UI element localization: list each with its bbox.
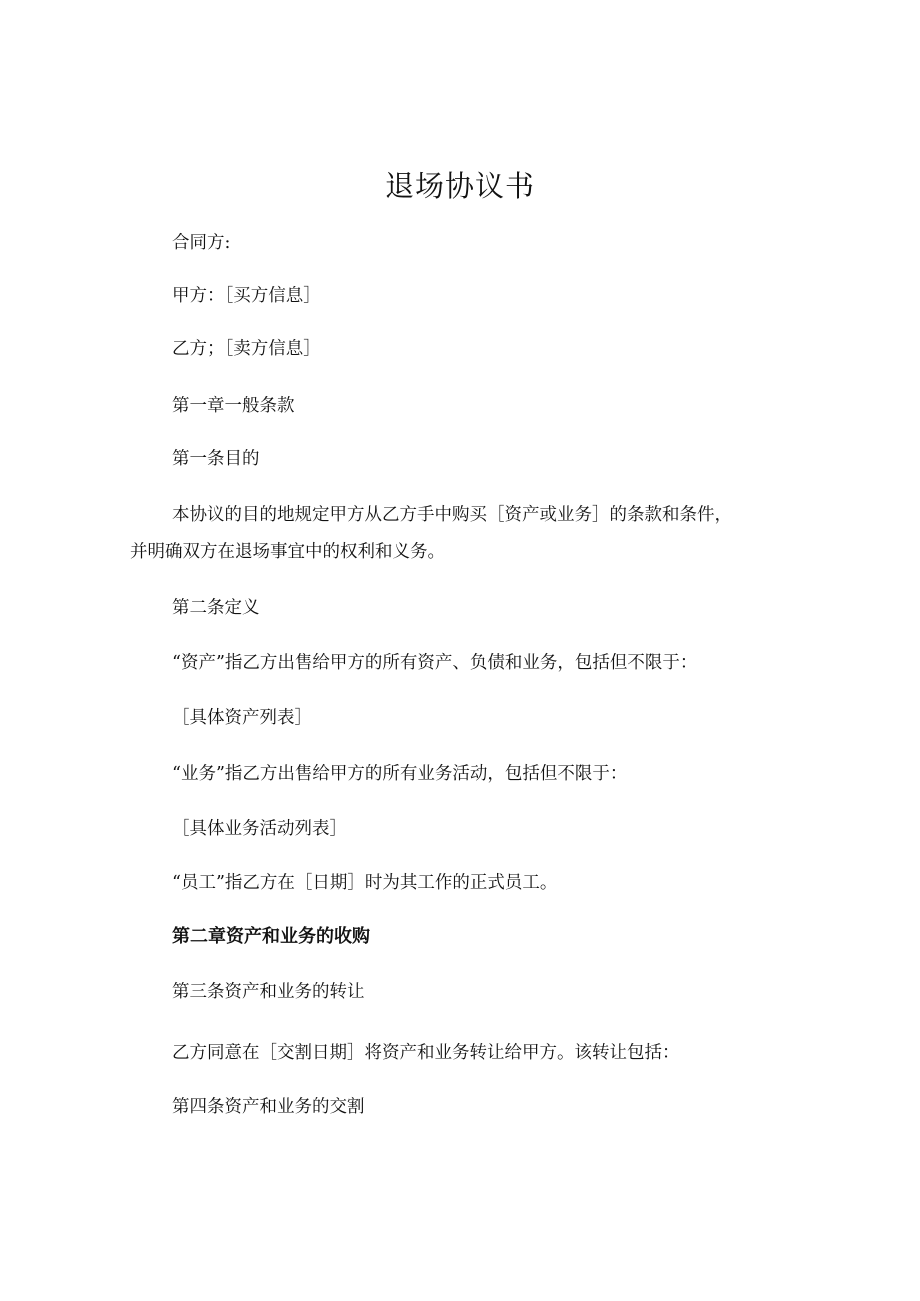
party-a-line: 甲方：［买方信息］	[172, 286, 321, 306]
definition-business: “业务”指乙方出售给甲方的所有业务活动，包括但不限于：	[172, 764, 628, 784]
transfer-clause: 乙方同意在［交割日期］将资产和业务转让给甲方。该转让包括：	[172, 1043, 680, 1063]
definition-assets: “资产”指乙方出售给甲方的所有资产、负债和业务，包括但不限于：	[172, 653, 698, 673]
chapter-1-heading: 第一章一般条款	[172, 396, 295, 416]
definition-employees: “员工”指乙方在［日期］时为其工作的正式员工。	[172, 873, 558, 893]
party-b-line: 乙方；［卖方信息］	[172, 339, 321, 359]
article-3-heading: 第三条资产和业务的转让	[172, 982, 365, 1002]
assets-list-placeholder: ［具体资产列表］	[172, 708, 312, 728]
article-4-heading: 第四条资产和业务的交割	[172, 1097, 365, 1117]
article-2-heading: 第二条定义	[172, 598, 260, 618]
document-title: 退场协议书	[384, 169, 535, 203]
purpose-line-2: 并明确双方在退场事宜中的权利和义务。	[130, 542, 445, 562]
article-1-heading: 第一条目的	[172, 449, 260, 469]
purpose-line-1: 本协议的目的地规定甲方从乙方手中购买［资产或业务］的条款和条件，	[172, 505, 732, 525]
chapter-2-heading: 第二章资产和业务的收购	[172, 926, 370, 947]
business-list-placeholder: ［具体业务活动列表］	[172, 819, 347, 839]
parties-heading: 合同方:	[172, 233, 231, 253]
